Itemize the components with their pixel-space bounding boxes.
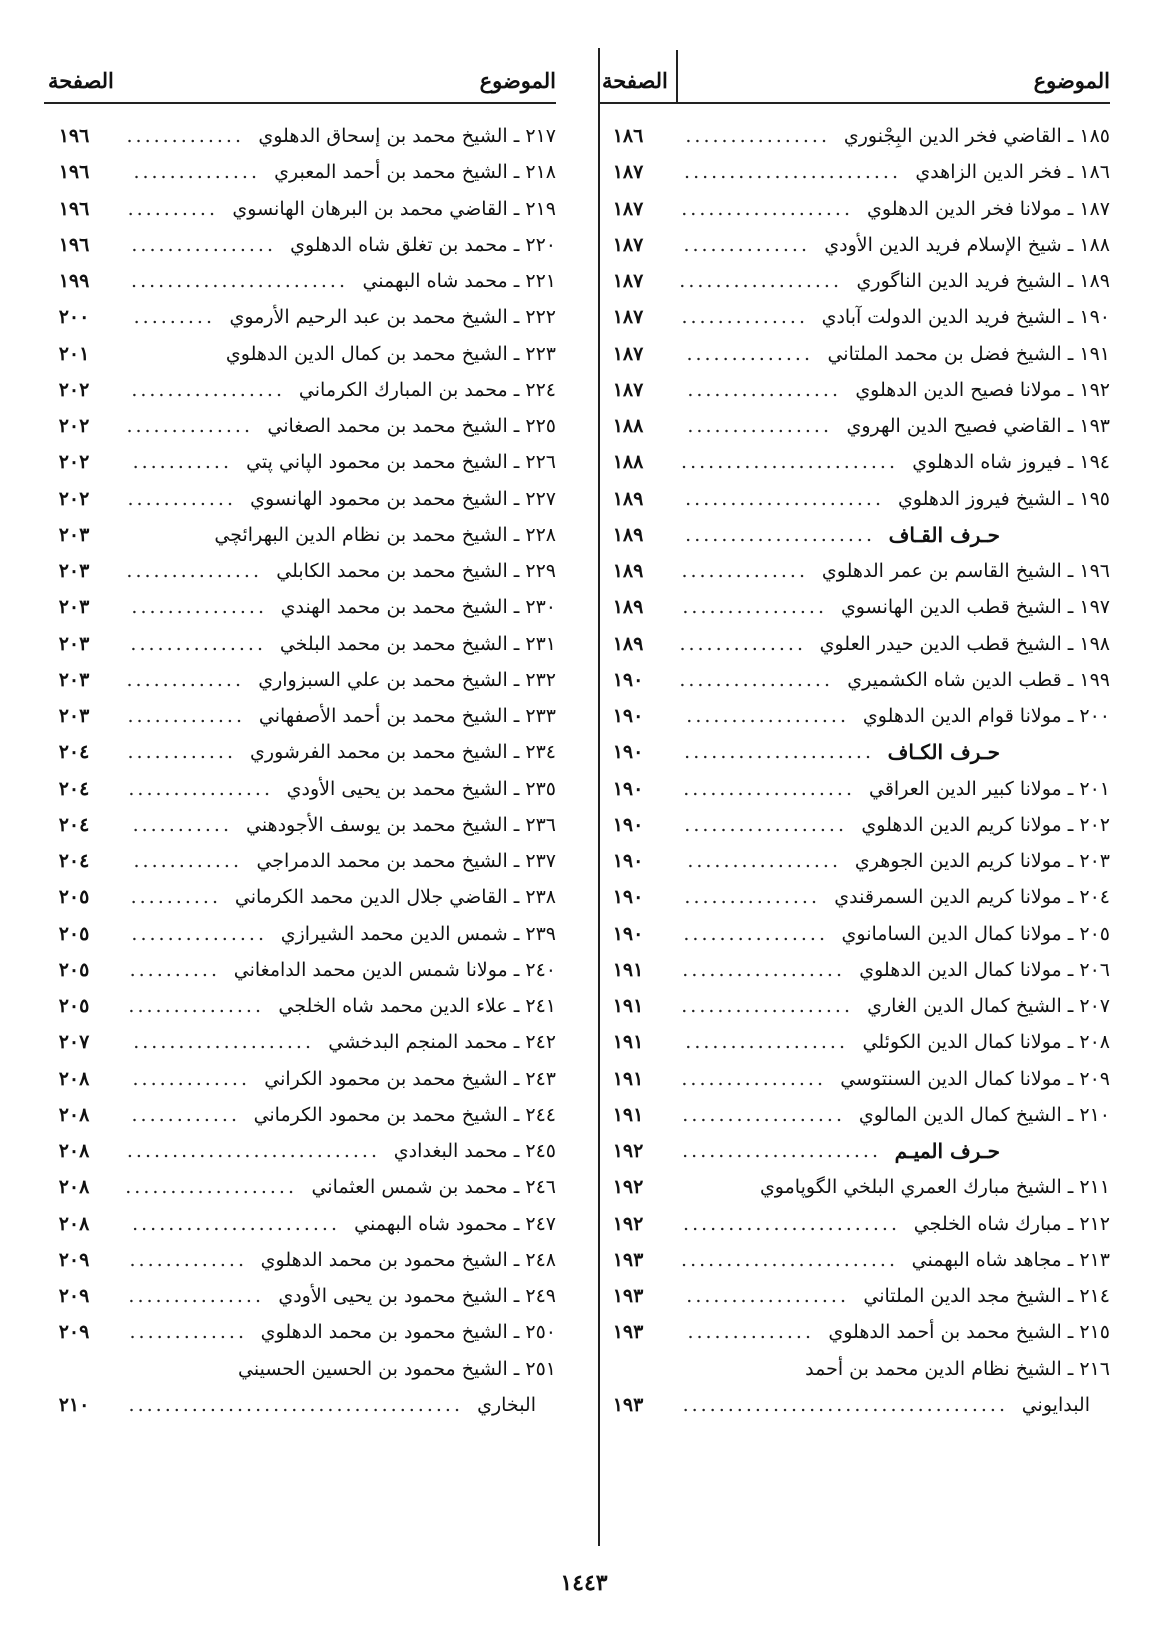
entry-title: ١٩٧ ـ الشيخ قطب الدين الهانسوي bbox=[840, 596, 1110, 619]
entry-page: ٢٠٩ bbox=[58, 1321, 90, 1344]
index-entry bbox=[44, 1351, 556, 1387]
index-entry bbox=[44, 988, 556, 1024]
entry-page: ١٩٠ bbox=[612, 922, 644, 945]
leader-dots: ......... bbox=[133, 306, 215, 329]
entry-page: ٢٠٣ bbox=[58, 668, 90, 691]
leader-dots: ................ bbox=[685, 125, 830, 147]
leader-dots: ................ bbox=[131, 233, 276, 256]
entry-title: ٢٤٣ ـ الشيخ محمد بن محمود الكراني bbox=[264, 1067, 556, 1090]
index-entry bbox=[44, 299, 556, 335]
entry-title: ٢١٩ ـ القاضي محمد بن البرهان الهانسوي bbox=[232, 197, 556, 220]
leader-dots: ............. bbox=[127, 705, 245, 727]
leader-dots: ................ bbox=[128, 777, 273, 800]
leader-dots: ............. bbox=[126, 668, 244, 691]
index-entry bbox=[598, 662, 1110, 698]
leader-dots: ............... bbox=[126, 560, 262, 582]
entry-page: ٢٠٣ bbox=[58, 596, 90, 619]
leader-dots: ............... bbox=[131, 922, 267, 945]
leader-dots: ..................... bbox=[685, 523, 875, 546]
entry-page: ٢٠٤ bbox=[58, 777, 90, 800]
entry-page: ٢٠٣ bbox=[58, 705, 90, 727]
leader-dots: ................... bbox=[681, 995, 853, 1017]
index-entry bbox=[44, 843, 556, 879]
entry-page: ١٩٢ bbox=[612, 1176, 644, 1199]
entry-page: ١٨٦ bbox=[612, 125, 644, 147]
right-column bbox=[598, 50, 1110, 1423]
index-entry bbox=[598, 843, 1110, 879]
entry-page: ٢٠٢ bbox=[58, 451, 90, 474]
entry-page: ٢٠٣ bbox=[58, 632, 90, 655]
index-entry bbox=[598, 589, 1110, 625]
leader-dots: .................................... bbox=[682, 1393, 1008, 1416]
index-entry bbox=[44, 698, 556, 734]
leader-dots: .................. bbox=[684, 813, 847, 836]
index-entry bbox=[44, 626, 556, 662]
entry-page: ١٨٧ bbox=[612, 161, 644, 184]
leader-dots: .......... bbox=[129, 958, 220, 981]
entry-page: ١٩٦ bbox=[58, 233, 90, 256]
entry-title: ١٩٠ ـ الشيخ فريد الدين الدولت آبادي bbox=[821, 306, 1110, 329]
entry-page: ٢١٠ bbox=[58, 1393, 90, 1416]
leader-dots: ............... bbox=[684, 886, 820, 909]
leader-dots: ................... bbox=[125, 1176, 297, 1199]
entry-page: ١٩٦ bbox=[58, 197, 90, 220]
entry-title: ١٩٩ ـ قطب الدين شاه الكشميري bbox=[847, 668, 1110, 691]
entry-title: ٢٢٥ ـ الشيخ محمد بن محمد الصغاني bbox=[267, 415, 556, 437]
entry-title: ٢٣٨ ـ القاضي جلال الدين محمد الكرماني bbox=[234, 886, 556, 909]
leader-dots: .............. bbox=[681, 306, 808, 329]
entry-title: ٢٢٢ ـ الشيخ محمد بن عبد الرحيم الأرموي bbox=[229, 306, 556, 329]
index-entry bbox=[44, 408, 556, 444]
index-entry bbox=[598, 263, 1110, 299]
entry-title: ٢١٧ ـ الشيخ محمد بن إسحاق الدهلوي bbox=[258, 125, 556, 147]
entry-title: ٢١٠ ـ الشيخ كمال الدين المالوي bbox=[858, 1103, 1110, 1126]
leader-dots: ................ bbox=[687, 415, 832, 437]
leader-dots: ....................... bbox=[132, 1212, 340, 1235]
entry-title: ٢٠٥ ـ مولانا كمال الدين السامانوي bbox=[841, 922, 1110, 945]
entry-title: ١٨٧ ـ مولانا فخر الدين الدهلوي bbox=[867, 197, 1110, 220]
entry-page: ١٩٠ bbox=[612, 777, 644, 800]
leader-dots: ............ bbox=[127, 741, 236, 764]
index-entry bbox=[44, 1278, 556, 1314]
leader-dots: .............. bbox=[681, 560, 808, 582]
leader-dots: .................. bbox=[686, 705, 849, 727]
entry-page: ١٨٧ bbox=[612, 270, 644, 292]
entry-title: حـرف القـاف bbox=[888, 522, 1000, 547]
entry-page: ٢٠٤ bbox=[58, 741, 90, 764]
entry-title: ٢١٣ ـ مجاهد شاه البهمني bbox=[911, 1248, 1110, 1271]
index-entry bbox=[44, 1242, 556, 1278]
entry-page: ١٨٨ bbox=[612, 451, 644, 474]
leader-dots: ........................ bbox=[131, 270, 348, 292]
section-heading bbox=[598, 517, 1110, 553]
index-entry bbox=[44, 481, 556, 517]
leader-dots: .................. bbox=[682, 1103, 845, 1126]
entry-page: ١٨٧ bbox=[612, 378, 644, 401]
index-entry bbox=[44, 227, 556, 263]
index-entry bbox=[44, 734, 556, 770]
leader-dots: ............... bbox=[128, 995, 264, 1017]
entry-title: ٢٠٢ ـ مولانا كريم الدين الدهلوي bbox=[861, 813, 1110, 836]
leader-dots: .............. bbox=[683, 233, 810, 256]
entry-title: حـرف الكـاف bbox=[887, 740, 1000, 765]
entry-title: البخاري bbox=[477, 1393, 536, 1416]
entry-page: ٢٠٥ bbox=[58, 958, 90, 981]
entry-page: ٢٠٤ bbox=[58, 813, 90, 836]
entry-title: ٢٤٥ ـ محمد البغدادي bbox=[393, 1140, 556, 1162]
leader-dots: ..................... bbox=[684, 741, 874, 764]
entry-title: ٢٣٠ ـ الشيخ محمد بن محمد الهندي bbox=[280, 596, 556, 619]
index-entry bbox=[598, 1206, 1110, 1242]
index-entry bbox=[598, 988, 1110, 1024]
entry-page: ١٨٧ bbox=[612, 233, 644, 256]
index-entry bbox=[44, 263, 556, 299]
entry-title: ٢٤٢ ـ محمد المنجم البدخشي bbox=[328, 1031, 556, 1054]
index-entry bbox=[44, 1024, 556, 1060]
index-entry bbox=[44, 952, 556, 988]
entry-page: ٢٠٩ bbox=[58, 1248, 90, 1271]
leader-dots: ................ bbox=[683, 922, 828, 945]
entry-title: ٢٠٤ ـ مولانا كريم الدين السمرقندي bbox=[834, 886, 1110, 909]
index-entry bbox=[598, 154, 1110, 190]
index-entry bbox=[598, 191, 1110, 227]
entry-page: ٢٠٥ bbox=[58, 886, 90, 909]
entry-page: ١٩٢ bbox=[612, 1140, 644, 1162]
entry-title: ٢١٦ ـ الشيخ نظام الدين محمد بن أحمد bbox=[805, 1357, 1110, 1380]
entry-page: ٢٠٧ bbox=[58, 1031, 90, 1054]
index-entry bbox=[44, 1387, 556, 1423]
index-entry bbox=[598, 408, 1110, 444]
left-column-header bbox=[44, 50, 556, 104]
entry-page: ٢٠٨ bbox=[58, 1212, 90, 1235]
index-entry bbox=[44, 1133, 556, 1169]
entry-page: ١٩٩ bbox=[58, 270, 90, 292]
index-entry bbox=[598, 952, 1110, 988]
index-entry bbox=[44, 517, 556, 553]
entry-page: ١٨٨ bbox=[612, 415, 644, 437]
page-header: الصفحة bbox=[48, 68, 114, 93]
entry-page: ١٨٩ bbox=[612, 632, 644, 655]
entry-title: ٢١٢ ـ مبارك شاه الخلجي bbox=[913, 1212, 1110, 1235]
entry-title: ٢٤٦ ـ محمد بن شمس العثماني bbox=[311, 1176, 556, 1199]
entry-title: ٢٠٦ ـ مولانا كمال الدين الدهلوي bbox=[859, 958, 1110, 981]
index-entry bbox=[598, 299, 1110, 335]
index-entry bbox=[598, 1242, 1110, 1278]
index-entry bbox=[44, 1206, 556, 1242]
right-column-header bbox=[598, 50, 1110, 104]
leader-dots: ................. bbox=[687, 378, 841, 401]
index-entry bbox=[598, 1169, 1110, 1205]
entry-page: ٢٠٩ bbox=[58, 1285, 90, 1307]
leader-dots: .................. bbox=[682, 958, 845, 981]
leader-dots: ...................... bbox=[685, 487, 884, 510]
index-entry bbox=[598, 444, 1110, 480]
index-entry bbox=[44, 154, 556, 190]
leader-dots: .............. bbox=[126, 415, 253, 437]
entry-title: ٢٥١ ـ الشيخ محمود بن الحسين الحسيني bbox=[238, 1357, 556, 1380]
leader-dots: .............. bbox=[133, 161, 260, 184]
index-entry bbox=[598, 118, 1110, 154]
leader-dots: ................. bbox=[687, 850, 841, 872]
left-entries bbox=[44, 118, 556, 1423]
entry-page: ٢٠٤ bbox=[58, 850, 90, 872]
entry-title: ٢٠٠ ـ مولانا قوام الدين الدهلوي bbox=[862, 705, 1110, 727]
left-column bbox=[44, 50, 556, 1423]
entry-page: ١٨٩ bbox=[612, 560, 644, 582]
entry-title: ٢٢٧ ـ الشيخ محمد بن محمود الهانسوي bbox=[250, 487, 556, 510]
leader-dots: ............ bbox=[133, 850, 242, 872]
entry-title: ٢٢٦ ـ الشيخ محمد بن محمود الپاني پتي bbox=[246, 451, 556, 474]
entry-title: ٢٣٦ ـ الشيخ محمد بن يوسف الأجودهني bbox=[245, 813, 556, 836]
entry-title: ٢٤٤ ـ الشيخ محمد بن محمود الكرماني bbox=[253, 1103, 556, 1126]
index-entry bbox=[44, 771, 556, 807]
entry-page: ٢٠٨ bbox=[58, 1067, 90, 1090]
entry-title: ١٨٩ ـ الشيخ فريد الدين الناگوري bbox=[856, 270, 1110, 292]
entry-page: ١٩٦ bbox=[58, 125, 90, 147]
leader-dots: ................. bbox=[679, 668, 833, 691]
entry-page: ١٩٣ bbox=[612, 1285, 644, 1307]
header-separator bbox=[676, 50, 678, 102]
entry-page: ١٨٧ bbox=[612, 197, 644, 220]
entry-page: ١٩٠ bbox=[612, 668, 644, 691]
leader-dots: .................. bbox=[685, 1031, 848, 1054]
entry-page: ١٩٣ bbox=[612, 1321, 644, 1344]
leader-dots: ............................ bbox=[126, 1140, 380, 1162]
index-entry bbox=[598, 1097, 1110, 1133]
entry-title: ١٩٢ ـ مولانا فصيح الدين الدهلوي bbox=[855, 378, 1110, 401]
index-entry bbox=[598, 1061, 1110, 1097]
entry-title: ٢٢٤ ـ محمد بن المبارك الكرماني bbox=[298, 378, 556, 401]
entry-page: ٢٠٢ bbox=[58, 415, 90, 437]
entry-page: ١٨٩ bbox=[612, 523, 644, 546]
index-entry bbox=[44, 916, 556, 952]
entry-title: ٢٣٥ ـ الشيخ محمد بن يحيى الأودي bbox=[286, 777, 556, 800]
entry-title: البدايوني bbox=[1021, 1393, 1090, 1416]
index-entry bbox=[44, 1314, 556, 1350]
index-entry bbox=[44, 1097, 556, 1133]
entry-page: ٢٠٨ bbox=[58, 1140, 90, 1162]
entry-page: ١٩٠ bbox=[612, 886, 644, 909]
entry-title: ٢٤٨ ـ الشيخ محمود بن محمد الدهلوي bbox=[260, 1248, 556, 1271]
entry-title: ٢٤١ ـ علاء الدين محمد شاه الخلجي bbox=[278, 995, 556, 1017]
entry-title: ٢٢٠ ـ محمد بن تغلق شاه الدهلوي bbox=[290, 233, 556, 256]
entry-title: ٢٢٩ ـ الشيخ محمد بن محمد الكابلي bbox=[276, 560, 556, 582]
leader-dots: ............. bbox=[129, 1248, 247, 1271]
leader-dots: ............... bbox=[130, 632, 266, 655]
entry-title: ٢٢٣ ـ الشيخ محمد بن كمال الدين الدهلوي bbox=[225, 342, 556, 365]
index-entry bbox=[598, 916, 1110, 952]
entry-title: ٢٤٧ ـ محمود شاه البهمني bbox=[354, 1212, 556, 1235]
leader-dots: .............. bbox=[687, 1321, 814, 1344]
leader-dots: ............. bbox=[126, 125, 244, 147]
leader-dots: ............. bbox=[132, 1067, 250, 1090]
index-entry bbox=[598, 1387, 1110, 1423]
leader-dots: ............... bbox=[128, 1285, 264, 1307]
entry-page: ١٩١ bbox=[612, 1103, 644, 1126]
entry-page: ١٩٦ bbox=[58, 161, 90, 184]
index-entry bbox=[598, 626, 1110, 662]
entry-page: ١٩٠ bbox=[612, 813, 644, 836]
entry-title: ٢٣٣ ـ الشيخ محمد بن أحمد الأصفهاني bbox=[258, 705, 556, 727]
entry-page: ١٩٠ bbox=[612, 705, 644, 727]
index-entry bbox=[44, 1061, 556, 1097]
entry-page: ٢٠٠ bbox=[58, 306, 90, 329]
index-entry bbox=[44, 444, 556, 480]
entry-page: ١٩٠ bbox=[612, 741, 644, 764]
entry-page: ١٩١ bbox=[612, 995, 644, 1017]
index-entry bbox=[598, 771, 1110, 807]
entry-title: ٢٤٩ ـ الشيخ محمود بن يحيى الأودي bbox=[278, 1285, 556, 1307]
entry-page: ٢٠٥ bbox=[58, 922, 90, 945]
leader-dots: ........... bbox=[132, 813, 232, 836]
entry-page: ١٨٧ bbox=[612, 306, 644, 329]
entry-page: ٢٠٥ bbox=[58, 995, 90, 1017]
leader-dots: ........................ bbox=[681, 1248, 898, 1271]
entry-page: ٢٠٢ bbox=[58, 378, 90, 401]
entry-page: ١٩٣ bbox=[612, 1393, 644, 1416]
index-entry bbox=[598, 807, 1110, 843]
entry-page: ٢٠٢ bbox=[58, 487, 90, 510]
entry-title: ١٩٨ ـ الشيخ قطب الدين حيدر العلوي bbox=[819, 632, 1110, 655]
entry-title: ١٩١ ـ الشيخ فضل بن محمد الملتاني bbox=[827, 342, 1110, 365]
entry-page: ١٩١ bbox=[612, 958, 644, 981]
entry-title: ١٩٣ ـ القاضي فصيح الدين الهروي bbox=[846, 415, 1110, 437]
entry-title: ٢٢١ ـ محمد شاه البهمني bbox=[362, 270, 556, 292]
index-entry bbox=[598, 481, 1110, 517]
entry-page: ١٩٢ bbox=[612, 1212, 644, 1235]
index-entry bbox=[44, 807, 556, 843]
entry-page: ٢٠٨ bbox=[58, 1103, 90, 1126]
entry-title: ١٨٨ ـ شيخ الإسلام فريد الدين الأودي bbox=[824, 233, 1110, 256]
entry-title: ٢٠١ ـ مولانا كبير الدين العراقي bbox=[869, 777, 1110, 800]
section-heading bbox=[598, 1133, 1110, 1169]
entry-page: ١٩٠ bbox=[612, 850, 644, 872]
index-entry bbox=[44, 589, 556, 625]
leader-dots: .......... bbox=[130, 886, 221, 909]
leader-dots: ............ bbox=[131, 1103, 240, 1126]
entry-title: ٢٣٤ ـ الشيخ محمد بن محمد الفرشوري bbox=[250, 741, 556, 764]
entry-title: ٢٣٢ ـ الشيخ محمد بن علي السبزواري bbox=[258, 668, 556, 691]
index-entry bbox=[598, 698, 1110, 734]
leader-dots: .......... bbox=[127, 197, 218, 220]
entry-page: ١٨٧ bbox=[612, 342, 644, 365]
entry-title: ٢٣٧ ـ الشيخ محمد بن محمد الدمراجي bbox=[256, 850, 556, 872]
leader-dots: .................. bbox=[679, 270, 842, 292]
column-divider bbox=[598, 48, 600, 1546]
leader-dots: ........................ bbox=[684, 161, 901, 184]
index-entry bbox=[44, 191, 556, 227]
index-entry bbox=[44, 879, 556, 915]
entry-page: ٢٠٣ bbox=[58, 560, 90, 582]
entry-title: ٢٠٣ ـ مولانا كريم الدين الجوهري bbox=[854, 850, 1110, 872]
leader-dots: .............. bbox=[679, 632, 806, 655]
entry-title: ١٨٥ ـ القاضي فخر الدين البِجْنوري bbox=[843, 125, 1110, 147]
leader-dots: ........................ bbox=[683, 1212, 900, 1235]
leader-dots: ............... bbox=[131, 596, 267, 619]
leader-dots: .............. bbox=[686, 342, 813, 365]
index-entry bbox=[598, 1351, 1110, 1387]
entry-title: ٢٠٧ ـ الشيخ كمال الدين الغاري bbox=[867, 995, 1110, 1017]
entry-page: ١٨٩ bbox=[612, 596, 644, 619]
entry-page: ٢٠٨ bbox=[58, 1176, 90, 1199]
entry-title: ٢١١ ـ الشيخ مبارك العمري البلخي الگوپاموي bbox=[759, 1176, 1110, 1199]
index-entry bbox=[44, 372, 556, 408]
right-entries bbox=[598, 118, 1110, 1423]
entry-title: ١٨٦ ـ فخر الدين الزاهدي bbox=[915, 161, 1110, 184]
leader-dots: .................... bbox=[133, 1031, 314, 1054]
leader-dots: ..................................... bbox=[128, 1393, 463, 1416]
entry-title: ٢٠٩ ـ مولانا كمال الدين السنتوسي bbox=[840, 1067, 1110, 1090]
entry-title: ٢١٤ ـ الشيخ مجد الدين الملتاني bbox=[863, 1285, 1110, 1307]
leader-dots: ................. bbox=[131, 378, 285, 401]
leader-dots: ............. bbox=[129, 1321, 247, 1344]
entry-page: ١٨٩ bbox=[612, 487, 644, 510]
entry-page: ١٩١ bbox=[612, 1067, 644, 1090]
page-header: الصفحة bbox=[602, 68, 668, 93]
index-entry bbox=[598, 336, 1110, 372]
entry-title: ٢٢٨ ـ الشيخ محمد بن نظام الدين البهرائچي bbox=[214, 523, 556, 546]
entry-title: ٢٠٨ ـ مولانا كمال الدين الكوئلي bbox=[862, 1031, 1110, 1054]
index-entry bbox=[44, 553, 556, 589]
leader-dots: ................ bbox=[681, 1067, 826, 1090]
entry-title: ٢٥٠ ـ الشيخ محمود بن محمد الدهلوي bbox=[260, 1321, 556, 1344]
index-entry bbox=[598, 227, 1110, 263]
index-entry bbox=[598, 879, 1110, 915]
entry-title: ٢١٨ ـ الشيخ محمد بن أحمد المعبري bbox=[274, 161, 556, 184]
entry-title: ٢٣١ ـ الشيخ محمد بن محمد البلخي bbox=[279, 632, 556, 655]
entry-title: ٢١٥ ـ الشيخ محمد بن أحمد الدهلوي bbox=[828, 1321, 1110, 1344]
index-entry bbox=[44, 662, 556, 698]
index-entry bbox=[44, 336, 556, 372]
entry-title: ٢٤٠ ـ مولانا شمس الدين محمد الدامغاني bbox=[233, 958, 556, 981]
entry-title: ١٩٤ ـ فيروز شاه الدهلوي bbox=[912, 451, 1110, 474]
index-entry bbox=[598, 372, 1110, 408]
entry-title: ١٩٥ ـ الشيخ فيروز الدهلوي bbox=[897, 487, 1110, 510]
entry-title: ١٩٦ ـ الشيخ القاسم بن عمر الدهلوي bbox=[821, 560, 1110, 582]
topic-header: الموضوع bbox=[1033, 68, 1110, 93]
leader-dots: .................. bbox=[686, 1285, 849, 1307]
entry-title: ٢٣٩ ـ شمس الدين محمد الشيرازي bbox=[280, 922, 556, 945]
entry-title: حـرف الميـم bbox=[894, 1139, 1000, 1163]
entry-page: ١٩٣ bbox=[612, 1248, 644, 1271]
index-entry bbox=[44, 118, 556, 154]
index-entry bbox=[598, 553, 1110, 589]
topic-header: الموضوع bbox=[479, 68, 556, 93]
leader-dots: ................... bbox=[683, 777, 855, 800]
entry-page: ٢٠٣ bbox=[58, 523, 90, 546]
index-entry bbox=[44, 1169, 556, 1205]
page-number: ١٤٤٣ bbox=[560, 1570, 608, 1596]
leader-dots: ...................... bbox=[682, 1140, 881, 1162]
index-entry bbox=[598, 1314, 1110, 1350]
section-heading bbox=[598, 734, 1110, 770]
leader-dots: ................ bbox=[682, 596, 827, 619]
leader-dots: ................... bbox=[681, 197, 853, 220]
index-entry bbox=[598, 1024, 1110, 1060]
leader-dots: ........... bbox=[132, 451, 232, 474]
leader-dots: ............ bbox=[127, 487, 236, 510]
leader-dots: ........................ bbox=[681, 451, 898, 474]
entry-page: ١٩١ bbox=[612, 1031, 644, 1054]
index-entry bbox=[598, 1278, 1110, 1314]
entry-page: ٢٠١ bbox=[58, 342, 90, 365]
